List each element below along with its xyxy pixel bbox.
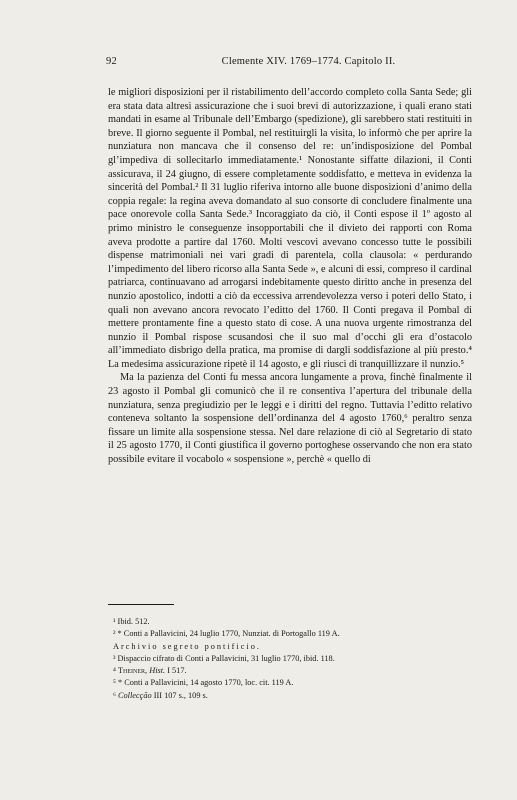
footnote-4-author: Theiner, — [117, 666, 148, 676]
footnote-2: ² * Conti a Pallavicini, 24 luglio 1770, Nunziat. di Portogallo 119 A. — [113, 629, 340, 639]
footnote-6-number: ⁶ — [113, 690, 116, 700]
footnote-1: ¹ Ibid. 512. — [113, 617, 150, 626]
footnote-3: ³ Dispaccio cifrato di Conti a Pallavicini, 31 luglio 1770, ibid. 118. — [113, 653, 335, 663]
paragraph: Ma la pazienza del Conti fu messa ancora lungamente a prova, finchè finalmente il 23 agosto il Pombal gli comunicò che il re consentiva l’apertura del tribunale della nunziatura, senza pregiudizio per le leggi e i diritti del regno. Tuttavia l’editto relativo conteneva soltanto la sospensione dell’ordinanza del 4 agosto 1760,⁶ peraltro senza fissare un limite alla sospensione stessa. Nel dare relazione di ciò al Segretario di stato il 25 agosto 1770, il Conti giustifica il governo portoghese osservando che non era stato possibile evitare il vocabolo « sospensione », perchè « quello di — [108, 372, 472, 466]
footnote-5: ⁵ * Conti a Pallavicini, 14 agosto 1770, loc. cit. 119 A. — [113, 678, 294, 688]
footnotes — [113, 616, 468, 702]
page-header — [106, 56, 471, 67]
running-title: Clemente XIV. 1769–1774. Capitolo II. — [221, 56, 396, 67]
footnote-4-rest: I 517. — [167, 666, 187, 676]
paragraph: le migliori disposizioni per il ristabilimento dell’accordo completo colla Santa Sede; gli era stata data altresì assicurazione che i suoi brevi di autorizzazione, i quali erano stati mandati in esame al Tribunale dell’Embargo (spedizione), gli sarebbero stati restituiti in breve. Il giorno seguente il Pombal, nel restituirgli la visita, lo informò che per aprire la nunziatura non mancava che il consenso del re: un’indisposizione del Pombal gl’impediva di sollecitarlo immediatamente.¹ Nonostante siffatte dilazioni, il Conti assicurava, il 24 giugno, di essere completamente soddisfatto, e metteva in evidenza la sincerità del Pombal.² Il 31 luglio riferiva intorno alle buone disposizioni d’animo della coppia regale: la regina aveva domandato al suo consorte di concludere finalmente una pace onorevole colla Santa Sede.³ Incoraggiato da ciò, il Conti espose il 1º agosto al primo ministro le conseguenze insopportabili che il divieto dei rapporti con Roma aveva prodotte a partire dal 1760. Molti vescovi avevano concesso tutte le possibili dispense matrimoniali nei vari gradi di parentela, colla clausola: « perdurando l’impedimento del libero ricorso alla Santa Sede », e alcuni di essi, compreso il cardinal patriarca, continuavano ad arrogarsi indebitamente questo diritto anche in presenza del nunzio apostolico, indotti a ciò da eccessiva arrendevolezza verso i poteri dello Stato, i quali non avevano ancora revocato l’editto del 1760. Il Conti pregava il Pombal di mettere prontamente fine a questo stato di cose. A una nuova urgente rimostranza del nunzio il Pombal rispose scusandosi che il suo mal d’occhi gli era d’ostacolo all’immediato disbrigo della pratica, ma promise di dargli soddisfazione al più presto.⁴ La medesima assicurazione ripetè il 14 agosto, e gli riuscì di tranquillizzare il nunzio.⁵ — [108, 87, 472, 370]
footnote-4 — [113, 665, 468, 677]
footnote-6-rest: III 107 s., 109 s. — [153, 690, 208, 700]
footnote-2-archive: Archivio segreto pontificio. — [113, 641, 261, 651]
footnote-separator — [108, 604, 174, 605]
page-number: 92 — [106, 56, 117, 67]
footnote-6 — [113, 690, 468, 702]
footnote-6-title: Collecção — [117, 690, 152, 700]
footnote-4-number: ⁴ — [113, 666, 116, 676]
footnote-4-title: Hist. — [149, 666, 166, 676]
main-text — [108, 86, 472, 467]
